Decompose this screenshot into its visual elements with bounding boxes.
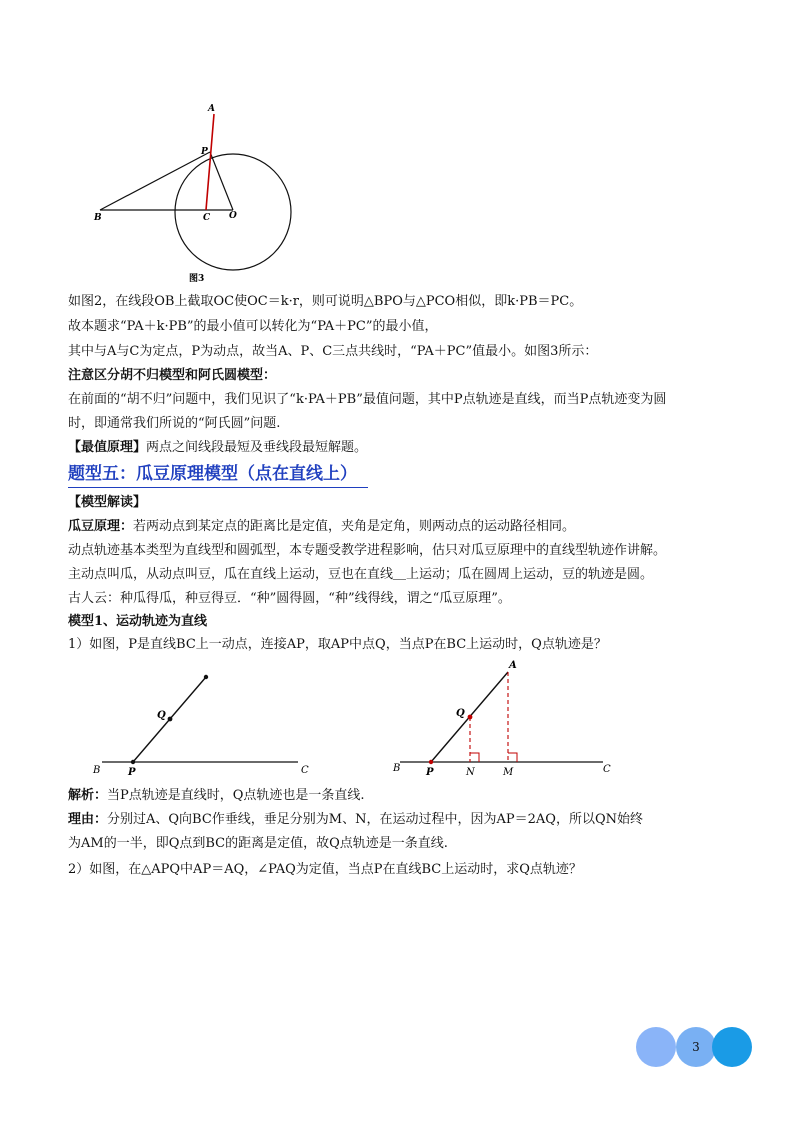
label-q: Q [157,710,166,721]
figure-right [388,655,628,785]
point-p [429,760,433,764]
badge-circle-right [712,1027,752,1067]
question-2: 2）如图，在△APQ中AP＝AQ，∠PAQ为定值，当点P在直线BC上运动时，求Q点轨迹？ [68,862,582,877]
right-angle-m [508,753,517,762]
segment-ac-red [206,114,214,210]
point-q [168,717,173,722]
para-line-2: 故本题求“PA＋k·PB”的最小值可以转化为“PA＋PC”的最小值， [68,319,438,334]
label-q: Q [456,708,465,719]
figure-3 [90,98,330,298]
note-heading: 注意区分胡不归模型和阿氏圆模型： [68,368,277,383]
page-number: 3 [692,1040,700,1054]
label-b: B [393,763,401,774]
principle-heading: 【最值原理】 [68,440,147,455]
reason-heading: 理由： [68,812,108,827]
segment-bp [100,152,210,210]
label-c: C [301,765,309,776]
label-m: M [503,767,514,778]
label-p: P [128,767,136,778]
para-line-7: 主动点叫瓜，从动点叫豆，瓜在直线上运动，豆也在直线＿上运动；瓜在圆周上运动，豆的轨迹是圆。 [68,567,654,582]
analysis-heading: 解析： [68,788,108,803]
badge-circle-left [636,1027,676,1067]
label-a: A [208,104,215,114]
reason-line [68,809,758,831]
section-title: 题型五：瓜豆原理模型（点在直线上） [68,464,357,484]
label-b: B [94,213,102,223]
right-angle-n [470,753,479,762]
label-o: O [229,211,237,221]
label-n: N [466,767,475,778]
principle-line [68,437,758,459]
label-c: C [203,213,211,223]
question-1: 1）如图，P是直线BC上一动点，连接AP，取AP中点Q，当点P在BC上运动时，Q点轨迹是？ [68,637,607,652]
para-line-5: 时，即通常我们所说的“阿氏圆”问题. [68,416,281,431]
label-a: A [509,660,517,671]
analysis-text: 当P点轨迹是直线时，Q点轨迹也是一条直线. [107,788,365,803]
para-line-1: 如图2，在线段OB上截取OC使OC＝k·r，则可说明△BPO与△PCO相似，即k·PB＝PC。 [68,294,583,309]
point-a [204,675,208,679]
label-b: B [93,765,101,776]
label-p: P [426,767,434,778]
principle-text: 两点之间线段最短及垂线段最短解题。 [146,440,368,455]
figure-left [90,665,330,785]
section-title-underline [68,487,368,488]
segment-po [210,152,233,210]
para-line-4: 在前面的“胡不归”问题中，我们见识了“k·PA＋PB”最值问题，其中P点轨迹是直线，而当P点轨迹变为圆 [68,392,667,407]
para-line-8: 古人云：种瓜得瓜，种豆得豆．“种”圆得圆，“种”线得线，谓之“瓜豆原理”。 [68,591,511,606]
model1-heading: 模型1、运动轨迹为直线 [68,614,208,629]
label-p: P [201,147,208,157]
guadou-heading: 瓜豆原理： [68,519,134,534]
point-p [131,760,135,764]
figure-caption: 图3 [189,274,205,284]
para-line-6: 动点轨迹基本类型为直线型和圆弧型，本专题受教学进程影响，估只对瓜豆原理中的直线型轨迹作讲解。 [68,543,667,558]
guadou-text: 若两动点到某定点的距离比是定值，夹角是定角，则两动点的运动路径相同。 [133,519,576,534]
label-c: C [603,764,611,775]
reason-text: 分别过A、Q向BC作垂线，垂足分别为M、N，在运动过程中，因为AP＝2AQ，所以QN始终 [107,812,643,827]
point-q [468,715,473,720]
reason-line-2: 为AM的一半，即Q点到BC的距离是定值，故Q点轨迹是一条直线. [68,836,448,851]
guadou-line [68,516,758,538]
para-line-3: 其中与A与C为定点，P为动点，故当A、P、C三点共线时，“PA＋PC”值最小。如图3所示： [68,344,598,359]
analysis-line [68,785,758,807]
model-heading: 【模型解读】 [68,495,147,510]
